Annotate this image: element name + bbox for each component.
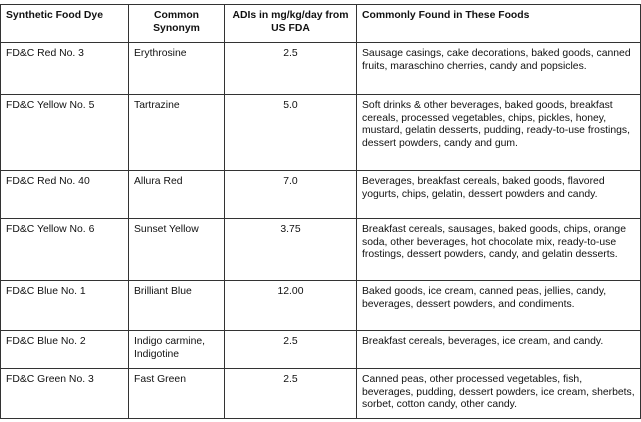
dye-name: FD&C Yellow No. 5 xyxy=(1,95,129,171)
header-common-synonym: Common Synonym xyxy=(129,5,225,43)
dye-name: FD&C Green No. 3 xyxy=(1,369,129,419)
dye-synonym: Erythrosine xyxy=(129,43,225,95)
table-row xyxy=(1,369,641,419)
dye-synonym: Allura Red xyxy=(129,171,225,219)
dye-synonym: Sunset Yellow xyxy=(129,219,225,281)
dye-name: FD&C Yellow No. 6 xyxy=(1,219,129,281)
table-row xyxy=(1,281,641,331)
dye-adi: 2.5 xyxy=(225,331,357,369)
table-row xyxy=(1,171,641,219)
dye-adi: 5.0 xyxy=(225,95,357,171)
dye-synonym: Fast Green xyxy=(129,369,225,419)
dye-foods: Sausage casings, cake decorations, baked goods, canned fruits, maraschino cherries, candy and popsicles. xyxy=(357,43,641,95)
dye-name: FD&C Blue No. 2 xyxy=(1,331,129,369)
header-adi: ADIs in mg/kg/day from US FDA xyxy=(225,5,357,43)
table-row xyxy=(1,95,641,171)
dye-name: FD&C Red No. 3 xyxy=(1,43,129,95)
dye-adi: 3.75 xyxy=(225,219,357,281)
dye-adi: 12.00 xyxy=(225,281,357,331)
dye-foods: Baked goods, ice cream, canned peas, jellies, candy, beverages, dessert powders, and condiments. xyxy=(357,281,641,331)
dye-adi: 7.0 xyxy=(225,171,357,219)
dye-foods: Canned peas, other processed vegetables, fish, beverages, pudding, dessert powders, ice cream, sherbets, sorbet, cotton candy, other candy. xyxy=(357,369,641,419)
dye-adi: 2.5 xyxy=(225,369,357,419)
food-dye-table xyxy=(0,4,641,419)
dye-synonym: Brilliant Blue xyxy=(129,281,225,331)
dye-foods: Breakfast cereals, beverages, ice cream, and candy. xyxy=(357,331,641,369)
table-header-row xyxy=(1,5,641,43)
dye-foods: Soft drinks & other beverages, baked goods, breakfast cereals, processed vegetables, chips, pickles, honey, mustard, gelatin desserts, pudding, ready-to-use frostings, dessert powders, candy and gum. xyxy=(357,95,641,171)
table-row xyxy=(1,219,641,281)
dye-synonym: Indigo carmine, Indigotine xyxy=(129,331,225,369)
dye-foods: Beverages, breakfast cereals, baked goods, flavored yogurts, chips, gelatin, dessert powders and candy. xyxy=(357,171,641,219)
table-row xyxy=(1,43,641,95)
dye-name: FD&C Blue No. 1 xyxy=(1,281,129,331)
dye-foods: Breakfast cereals, sausages, baked goods, chips, orange soda, other beverages, hot chocolate mix, ready-to-use frostings, dessert powders, candy, and gelatin desserts. xyxy=(357,219,641,281)
dye-adi: 2.5 xyxy=(225,43,357,95)
dye-synonym: Tartrazine xyxy=(129,95,225,171)
table-row xyxy=(1,331,641,369)
dye-name: FD&C Red No. 40 xyxy=(1,171,129,219)
header-common-foods: Commonly Found in These Foods xyxy=(357,5,641,43)
header-synthetic-food-dye: Synthetic Food Dye xyxy=(1,5,129,43)
